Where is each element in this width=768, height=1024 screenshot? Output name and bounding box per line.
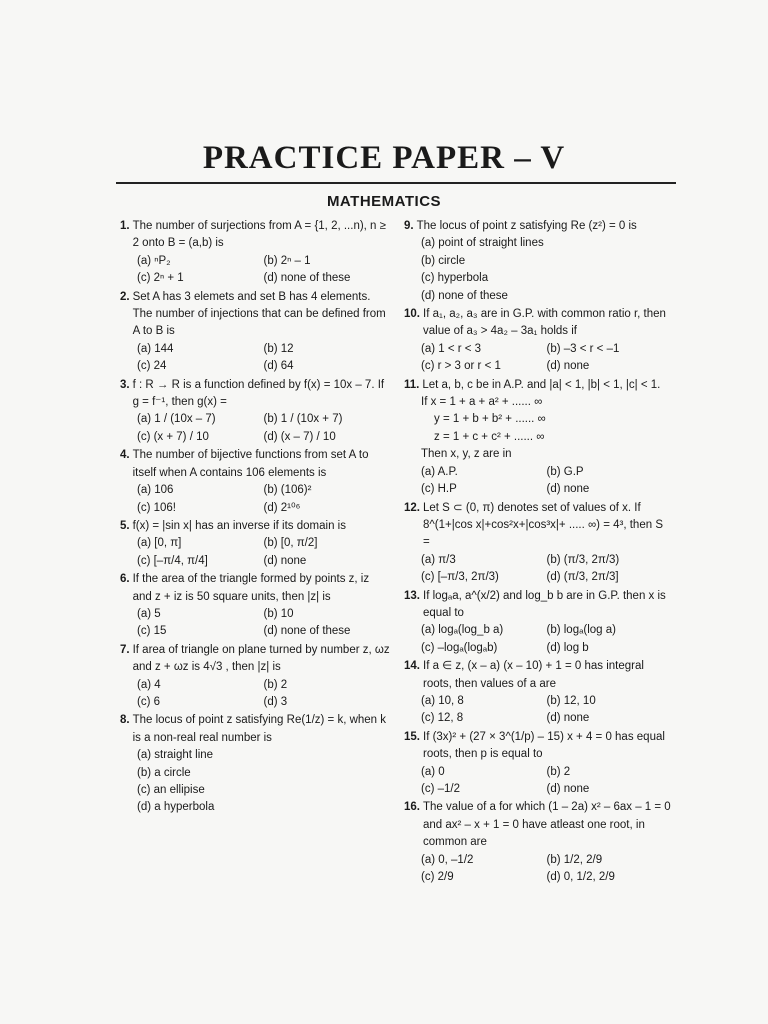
question-stem — [404, 218, 672, 235]
question — [120, 571, 390, 641]
option: (a) 106 — [137, 484, 174, 497]
question — [404, 306, 672, 376]
options — [404, 235, 672, 305]
question-number: 15. — [404, 730, 420, 743]
options — [404, 622, 672, 657]
page-title: PRACTICE PAPER – V — [202, 140, 566, 176]
question-stem — [404, 588, 672, 623]
option: (b) 1 / (10x + 7) — [263, 413, 343, 426]
question-stem — [404, 306, 672, 341]
option: (c) (x + 7) / 10 — [137, 430, 209, 443]
question-text: If area of triangle on plane turned by number z, ωz and z + ωz is 4√3 , then |z| is — [132, 643, 390, 674]
option: (c) hyperbola — [421, 272, 489, 285]
question — [404, 729, 672, 799]
question-number: 9. — [404, 220, 414, 232]
question-stem — [404, 799, 672, 851]
option: (d) (π/3, 2π/3] — [546, 571, 619, 584]
question-stem — [120, 642, 390, 677]
question-stem — [120, 289, 390, 341]
option: (d) log b — [546, 641, 589, 654]
option: (b) 2ⁿ – 1 — [263, 254, 311, 267]
question-stem — [404, 729, 672, 764]
option: (b) (π/3, 2π/3) — [546, 553, 620, 566]
option: (d) 2¹⁰⁶ — [263, 501, 301, 514]
question — [120, 518, 390, 570]
options — [120, 253, 390, 288]
option: (c) 15 — [137, 625, 167, 638]
options — [120, 535, 390, 570]
option: (a) 0 — [421, 765, 445, 778]
question-number: 2. — [120, 290, 130, 303]
option: (b) 2 — [546, 765, 571, 778]
option: (b) 12 — [263, 342, 294, 355]
option: (b) 10 — [263, 607, 294, 620]
option: (a) 10, 8 — [421, 694, 464, 707]
question-text: f(x) = |sin x| has an inverse if its domain is — [132, 519, 346, 532]
question-number: 12. — [404, 501, 420, 514]
option: (b) –3 < r < –1 — [546, 342, 620, 355]
option: (b) 12, 10 — [546, 694, 596, 707]
option: (a) 1 < r < 3 — [421, 342, 482, 355]
question — [120, 377, 390, 447]
question-stem — [120, 571, 390, 606]
options — [404, 341, 672, 376]
option: (c) 6 — [137, 695, 160, 708]
question-text: Let a, b, c be in A.P. and |a| < 1, |b| < 1, |c| < 1. — [422, 378, 661, 391]
question-number: 6. — [120, 573, 130, 586]
option: (a) 5 — [137, 607, 161, 620]
option: (c) r > 3 or r < 1 — [421, 360, 501, 373]
question-text: The locus of point z satisfying Re(1/z) = k, when k is a non-real real number is — [132, 714, 387, 744]
question-number: 7. — [120, 643, 130, 656]
options — [404, 464, 672, 499]
question — [404, 218, 672, 305]
option: (b) G.P — [546, 465, 584, 478]
question-text: The number of surjections from A = {1, 2, ...n), n ≥ 2 onto B = (a,b) is — [132, 220, 386, 250]
question — [120, 712, 390, 816]
question — [120, 447, 390, 517]
options — [120, 341, 390, 376]
question-text: Let S ⊂ (0, π) denotes set of values of x. If 8^(1+|cos x|+cos²x+|cos³x|+ ..... ∞) = 4³, then S = — [423, 501, 663, 549]
question-text: If logₐa, a^(x/2) and log_b b are in G.P. then x is equal to — [423, 589, 666, 619]
question-text: The locus of point z satisfying Re (z²) = 0 is — [416, 220, 637, 232]
option: (d) none of these — [263, 625, 351, 638]
question-stem — [404, 658, 672, 693]
option: (b) 1/2, 2/9 — [546, 853, 603, 866]
question-text: The value of a for which (1 – 2a) x² – 6ax – 1 = 0 and ax² – x + 1 = 0 have atleast one root, in common are — [423, 801, 671, 849]
option: (a) π/3 — [421, 553, 456, 566]
options — [120, 747, 390, 817]
question — [404, 799, 672, 886]
question-stem — [120, 712, 390, 747]
question-number: 16. — [404, 801, 420, 814]
question-line: z = 1 + c + c² + ...... ∞ — [434, 430, 545, 443]
question-number: 11. — [404, 378, 420, 391]
question — [120, 289, 390, 376]
option: (d) 64 — [263, 360, 294, 373]
question — [404, 588, 672, 658]
options — [120, 411, 390, 446]
question-number: 5. — [120, 519, 130, 532]
option: (d) a hyperbola — [137, 801, 215, 814]
question-line: If x = 1 + a + a² + ...... ∞ — [421, 396, 543, 409]
option: (a) [0, π] — [137, 537, 182, 550]
question-stem — [404, 500, 672, 552]
option: (a) point of straight lines — [421, 237, 544, 250]
right-column — [404, 218, 672, 887]
option: (c) H.P — [421, 483, 457, 496]
question — [120, 642, 390, 712]
options — [120, 677, 390, 712]
option: (c) –1/2 — [421, 783, 460, 795]
options — [404, 693, 672, 728]
option: (d) none — [546, 360, 590, 373]
option: (c) 12, 8 — [421, 712, 464, 725]
question-stem — [120, 518, 390, 535]
question-line: y = 1 + b + b² + ...... ∞ — [434, 413, 546, 426]
option: (c) 2/9 — [421, 871, 454, 884]
option: (c) [–π/4, π/4] — [137, 554, 208, 567]
option: (a) 144 — [137, 342, 174, 355]
option: (c) –logₐ(logₐb) — [421, 641, 498, 654]
option: (d) none — [546, 483, 590, 496]
question — [404, 377, 672, 499]
option: (d) none — [263, 554, 307, 567]
option: (b) 2 — [263, 678, 288, 691]
option: (c) 2ⁿ + 1 — [137, 272, 184, 285]
question-text: Set A has 3 elemets and set B has 4 elements. The number of injections that can be defined from A to B is — [132, 290, 386, 338]
question-line: Then x, y, z are in — [421, 448, 512, 461]
option: (b) logₐ(log a) — [546, 624, 616, 637]
option: (d) 3 — [263, 695, 288, 708]
options — [120, 606, 390, 641]
option: (c) 106! — [137, 501, 176, 514]
option: (b) [0, π/2] — [263, 537, 318, 550]
option: (c) 24 — [137, 360, 167, 373]
question-number: 10. — [404, 308, 420, 321]
options — [404, 764, 672, 799]
question-stem — [120, 218, 390, 253]
option: (d) none of these — [421, 289, 508, 302]
option: (a) 0, –1/2 — [421, 853, 474, 866]
question-number: 4. — [120, 449, 130, 462]
option: (a) straight line — [137, 749, 214, 762]
option: (a) 1 / (10x – 7) — [137, 413, 216, 426]
option: (d) none — [546, 783, 590, 795]
option: (d) none — [546, 712, 590, 725]
question-number: 13. — [404, 589, 420, 602]
question-text: If a ∈ z, (x – a) (x – 10) + 1 = 0 has integral roots, then values of a are — [423, 660, 644, 690]
options — [404, 852, 672, 887]
question-stem — [404, 377, 672, 394]
title-rule — [116, 182, 676, 184]
option: (d) 0, 1/2, 2/9 — [546, 871, 615, 884]
question-text: The number of bijective functions from set A to itself when A contains 106 elements is — [132, 449, 369, 479]
option: (c) an ellipise — [137, 784, 205, 796]
options — [120, 482, 390, 517]
question-text: f : R → R is a function defined by f(x) = 10x – 7. If g = f⁻¹, then g(x) = — [132, 378, 385, 409]
option: (b) circle — [421, 254, 466, 267]
option: (b) a circle — [137, 766, 191, 779]
question — [120, 218, 390, 288]
question-number: 8. — [120, 714, 130, 727]
left-column — [120, 218, 390, 818]
option: (a) A.P. — [421, 465, 458, 478]
option: (c) [–π/3, 2π/3) — [421, 571, 499, 584]
question-text: If the area of the triangle formed by points z, iz and z + iz is 50 square units, then |z| is — [132, 573, 370, 603]
question-number: 1. — [120, 220, 130, 232]
options — [404, 552, 672, 587]
question-stem — [120, 447, 390, 482]
option: (d) (x – 7) / 10 — [263, 430, 336, 443]
option: (a) 4 — [137, 678, 161, 691]
option: (a) ⁿP₂ — [137, 254, 171, 267]
subject-heading: MATHEMATICS — [326, 193, 442, 210]
option: (d) none of these — [263, 272, 351, 285]
option: (a) logₐ(log_b a) — [421, 624, 504, 637]
question — [404, 500, 672, 587]
question — [404, 658, 672, 728]
question-text: If a₁, a₂, a₃ are in G.P. with common ratio r, then value of a₃ > 4a₂ – 3a₁ holds if — [423, 308, 666, 338]
question-number: 3. — [120, 378, 130, 391]
option: (b) (106)² — [263, 484, 312, 497]
question-text: If (3x)² + (27 × 3^(1/p) – 15) x + 4 = 0 has equal roots, then p is equal to — [423, 730, 665, 761]
question-stem — [120, 377, 390, 412]
question-number: 14. — [404, 660, 420, 673]
